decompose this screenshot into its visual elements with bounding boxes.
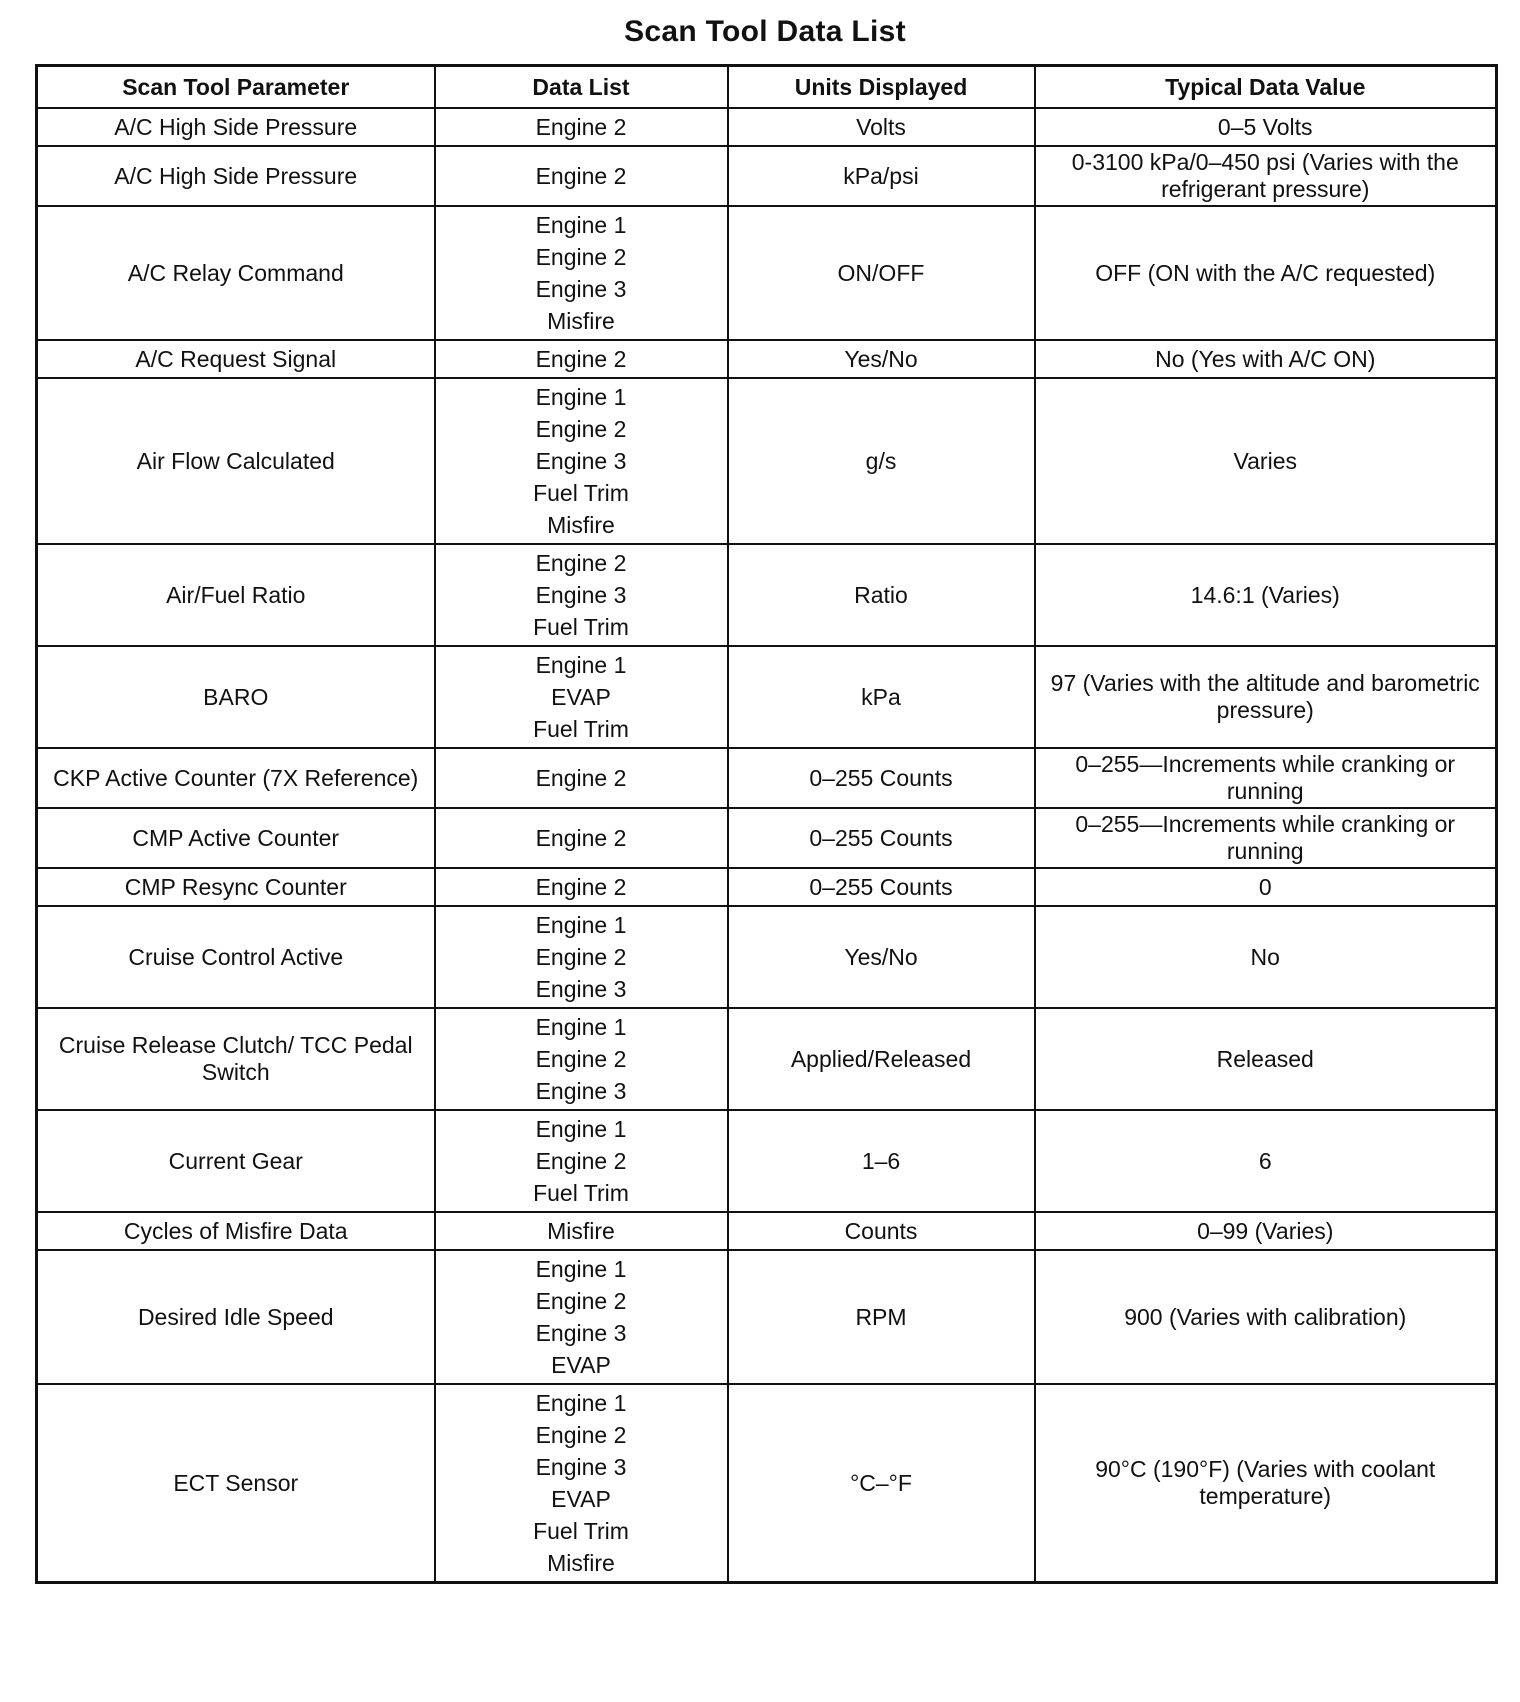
table-header-row — [37, 66, 1497, 109]
data-list-entry: Engine 1 — [535, 1390, 627, 1416]
data-list-entry: Engine 2 — [535, 874, 627, 900]
data-list-entry: Engine 2 — [535, 416, 627, 442]
cell-typical-value: 0 — [1035, 868, 1497, 906]
cell-parameter: CKP Active Counter (7X Reference) — [37, 748, 435, 808]
cell-data-list — [435, 1250, 728, 1384]
cell-typical-value: 0–255—Increments while cranking or running — [1035, 808, 1497, 868]
cell-parameter: Cruise Control Active — [37, 906, 435, 1008]
cell-parameter: Air Flow Calculated — [37, 378, 435, 544]
data-list-entry: Engine 2 — [535, 1148, 627, 1174]
data-list-entry: Engine 3 — [535, 976, 627, 1002]
table-row — [37, 1250, 1497, 1384]
cell-units: Ratio — [728, 544, 1035, 646]
data-list-entry: Engine 2 — [535, 765, 627, 791]
cell-units: Volts — [728, 108, 1035, 146]
data-list-entry: Engine 2 — [535, 346, 627, 372]
cell-units: RPM — [728, 1250, 1035, 1384]
table-row — [37, 868, 1497, 906]
header-data-list: Data List — [435, 66, 728, 109]
table-row — [37, 1212, 1497, 1250]
cell-data-list — [435, 146, 728, 206]
data-list-entry: Misfire — [547, 1218, 615, 1244]
data-list-entry: EVAP — [551, 684, 611, 710]
cell-typical-value: OFF (ON with the A/C requested) — [1035, 206, 1497, 340]
table-row — [37, 206, 1497, 340]
cell-units: kPa/psi — [728, 146, 1035, 206]
cell-parameter: CMP Resync Counter — [37, 868, 435, 906]
cell-parameter: A/C High Side Pressure — [37, 146, 435, 206]
data-list-entry: Engine 2 — [535, 825, 627, 851]
cell-typical-value: Released — [1035, 1008, 1497, 1110]
cell-typical-value: 97 (Varies with the altitude and barometric pressure) — [1035, 646, 1497, 748]
cell-parameter: A/C High Side Pressure — [37, 108, 435, 146]
data-list-entry: Engine 1 — [535, 212, 627, 238]
table-row — [37, 340, 1497, 378]
table-row — [37, 146, 1497, 206]
data-list-entry: Engine 1 — [535, 384, 627, 410]
cell-data-list — [435, 808, 728, 868]
cell-data-list — [435, 544, 728, 646]
table-row — [37, 378, 1497, 544]
cell-parameter: CMP Active Counter — [37, 808, 435, 868]
data-list-entry: Misfire — [547, 1550, 615, 1576]
cell-units: 1–6 — [728, 1110, 1035, 1212]
scan-tool-data-table — [35, 64, 1498, 1584]
data-list-entry: Engine 3 — [535, 448, 627, 474]
table-row — [37, 646, 1497, 748]
data-list-entry: Engine 3 — [535, 1320, 627, 1346]
cell-units: 0–255 Counts — [728, 748, 1035, 808]
cell-data-list — [435, 206, 728, 340]
data-list-entry: Fuel Trim — [533, 1518, 629, 1544]
cell-typical-value: 0–5 Volts — [1035, 108, 1497, 146]
cell-data-list — [435, 748, 728, 808]
cell-typical-value: 14.6:1 (Varies) — [1035, 544, 1497, 646]
cell-typical-value: 0-3100 kPa/0–450 psi (Varies with the refrigerant pressure) — [1035, 146, 1497, 206]
data-list-entry: Engine 2 — [535, 550, 627, 576]
header-parameter: Scan Tool Parameter — [37, 66, 435, 109]
cell-parameter: A/C Request Signal — [37, 340, 435, 378]
data-list-entry: Engine 3 — [535, 1454, 627, 1480]
cell-parameter: Current Gear — [37, 1110, 435, 1212]
cell-typical-value: 0–99 (Varies) — [1035, 1212, 1497, 1250]
table-row — [37, 906, 1497, 1008]
cell-data-list — [435, 378, 728, 544]
cell-typical-value: 6 — [1035, 1110, 1497, 1212]
cell-units: Yes/No — [728, 906, 1035, 1008]
cell-parameter: A/C Relay Command — [37, 206, 435, 340]
data-list-entry: EVAP — [551, 1486, 611, 1512]
cell-data-list — [435, 646, 728, 748]
cell-units: °C–°F — [728, 1384, 1035, 1583]
data-list-entry: Engine 1 — [535, 912, 627, 938]
data-list-entry: Engine 2 — [535, 244, 627, 270]
cell-parameter: Air/Fuel Ratio — [37, 544, 435, 646]
cell-units: Yes/No — [728, 340, 1035, 378]
cell-typical-value: No (Yes with A/C ON) — [1035, 340, 1497, 378]
data-list-entry: Engine 3 — [535, 276, 627, 302]
cell-parameter: ECT Sensor — [37, 1384, 435, 1583]
data-list-entry: EVAP — [551, 1352, 611, 1378]
data-list-entry: Engine 1 — [535, 1256, 627, 1282]
data-list-entry: Fuel Trim — [533, 716, 629, 742]
cell-units: kPa — [728, 646, 1035, 748]
cell-data-list — [435, 1212, 728, 1250]
cell-units: 0–255 Counts — [728, 868, 1035, 906]
header-units: Units Displayed — [728, 66, 1035, 109]
data-list-entry: Misfire — [547, 512, 615, 538]
data-list-entry: Fuel Trim — [533, 480, 629, 506]
cell-data-list — [435, 906, 728, 1008]
cell-parameter: Desired Idle Speed — [37, 1250, 435, 1384]
data-list-entry: Engine 3 — [535, 1078, 627, 1104]
table-row — [37, 544, 1497, 646]
cell-data-list — [435, 108, 728, 146]
data-list-entry: Engine 1 — [535, 1014, 627, 1040]
cell-units: Counts — [728, 1212, 1035, 1250]
data-list-entry: Engine 2 — [535, 944, 627, 970]
cell-units: g/s — [728, 378, 1035, 544]
data-list-entry: Engine 1 — [535, 1116, 627, 1142]
cell-typical-value: No — [1035, 906, 1497, 1008]
cell-typical-value: 900 (Varies with calibration) — [1035, 1250, 1497, 1384]
cell-typical-value: 0–255—Increments while cranking or running — [1035, 748, 1497, 808]
table-row — [37, 808, 1497, 868]
table-row — [37, 748, 1497, 808]
data-list-entry: Engine 1 — [535, 652, 627, 678]
cell-typical-value: 90°C (190°F) (Varies with coolant temperature) — [1035, 1384, 1497, 1583]
cell-data-list — [435, 1110, 728, 1212]
data-list-entry: Engine 2 — [535, 114, 627, 140]
cell-data-list — [435, 340, 728, 378]
table-row — [37, 1384, 1497, 1583]
data-list-entry: Engine 2 — [535, 163, 627, 189]
document-page — [35, 10, 1495, 1584]
cell-typical-value: Varies — [1035, 378, 1497, 544]
table-body — [37, 108, 1497, 1583]
data-list-entry: Engine 2 — [535, 1422, 627, 1448]
cell-data-list — [435, 868, 728, 906]
data-list-entry: Engine 2 — [535, 1288, 627, 1314]
table-row — [37, 1110, 1497, 1212]
data-list-entry: Fuel Trim — [533, 614, 629, 640]
cell-units: ON/OFF — [728, 206, 1035, 340]
data-list-entry: Engine 2 — [535, 1046, 627, 1072]
cell-units: 0–255 Counts — [728, 808, 1035, 868]
cell-parameter: Cruise Release Clutch/ TCC Pedal Switch — [37, 1008, 435, 1110]
cell-data-list — [435, 1384, 728, 1583]
data-list-entry: Misfire — [547, 308, 615, 334]
cell-units: Applied/Released — [728, 1008, 1035, 1110]
page-title: Scan Tool Data List — [624, 15, 906, 48]
table-row — [37, 108, 1497, 146]
data-list-entry: Engine 3 — [535, 582, 627, 608]
header-typical-value: Typical Data Value — [1035, 66, 1497, 109]
table-row — [37, 1008, 1497, 1110]
cell-parameter: BARO — [37, 646, 435, 748]
data-list-entry: Fuel Trim — [533, 1180, 629, 1206]
cell-data-list — [435, 1008, 728, 1110]
cell-parameter: Cycles of Misfire Data — [37, 1212, 435, 1250]
